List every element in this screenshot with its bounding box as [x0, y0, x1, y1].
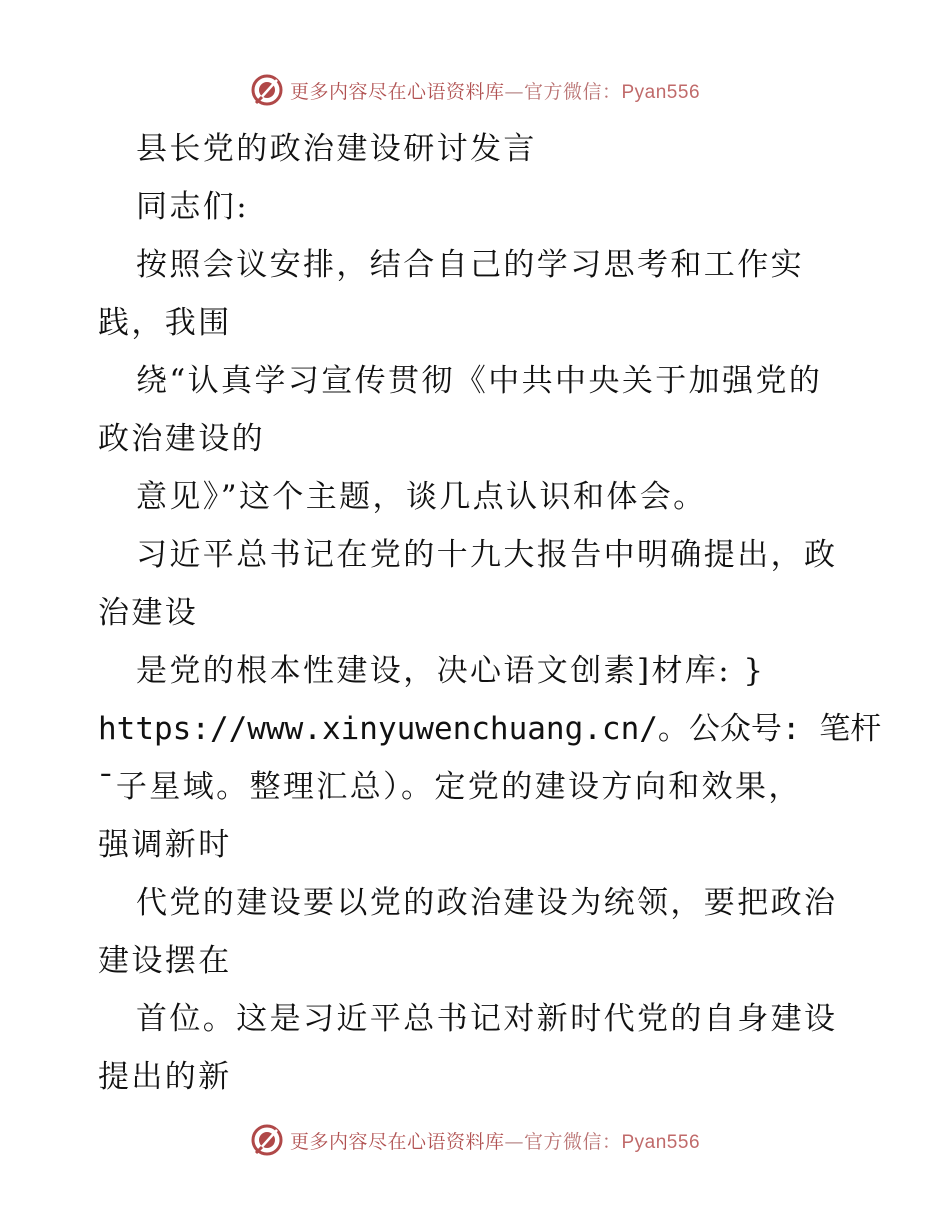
document-body [98, 120, 882, 1106]
text-line: ¯子星域。整理汇总）。定党的建设方向和效果， [98, 769, 802, 805]
text-line: 代党的建设要以党的政治建设为统领，要把政治 [136, 885, 838, 921]
text-line: 是党的根本性建设，决心语文创素]材库: } [136, 653, 766, 689]
footer-banner [0, 1120, 950, 1160]
text-line: 提出的新 [98, 1059, 232, 1095]
text-line: 意见》”这个主题，谈几点认识和体会。 [136, 479, 707, 515]
banner-text: 更多内容尽在心语资料库—官方微信：Pyan556 [289, 1130, 701, 1153]
pen-seal-logo-icon [250, 1123, 284, 1157]
banner-text: 更多内容尽在心语资料库—官方微信：Pyan556 [289, 80, 701, 103]
doc-title: 县长党的政治建设研讨发言 [136, 131, 537, 167]
url-line: https://www.xinyuwenchuang.cn/。公众号: 笔杆 [98, 711, 882, 747]
text-line: 习近平总书记在党的十九大报告中明确提出，政 [136, 537, 838, 573]
text-line: 治建设 [98, 595, 199, 631]
text-line: 首位。这是习近平总书记对新时代党的自身建设 [136, 1001, 838, 1037]
text-line: 强调新时 [98, 827, 232, 863]
header-banner [0, 70, 950, 110]
text-line: 绕“认真学习宣传贯彻《中共中央关于加强党的 [136, 363, 823, 399]
text-line: 建设摆在 [98, 943, 232, 979]
salutation: 同志们: [136, 189, 250, 225]
text-line: 政治建设的 [98, 421, 265, 457]
pen-seal-logo-icon [250, 73, 284, 107]
text-line: 按照会议安排，结合自己的学习思考和工作实 [136, 247, 804, 283]
text-line: 践，我围 [98, 305, 232, 341]
